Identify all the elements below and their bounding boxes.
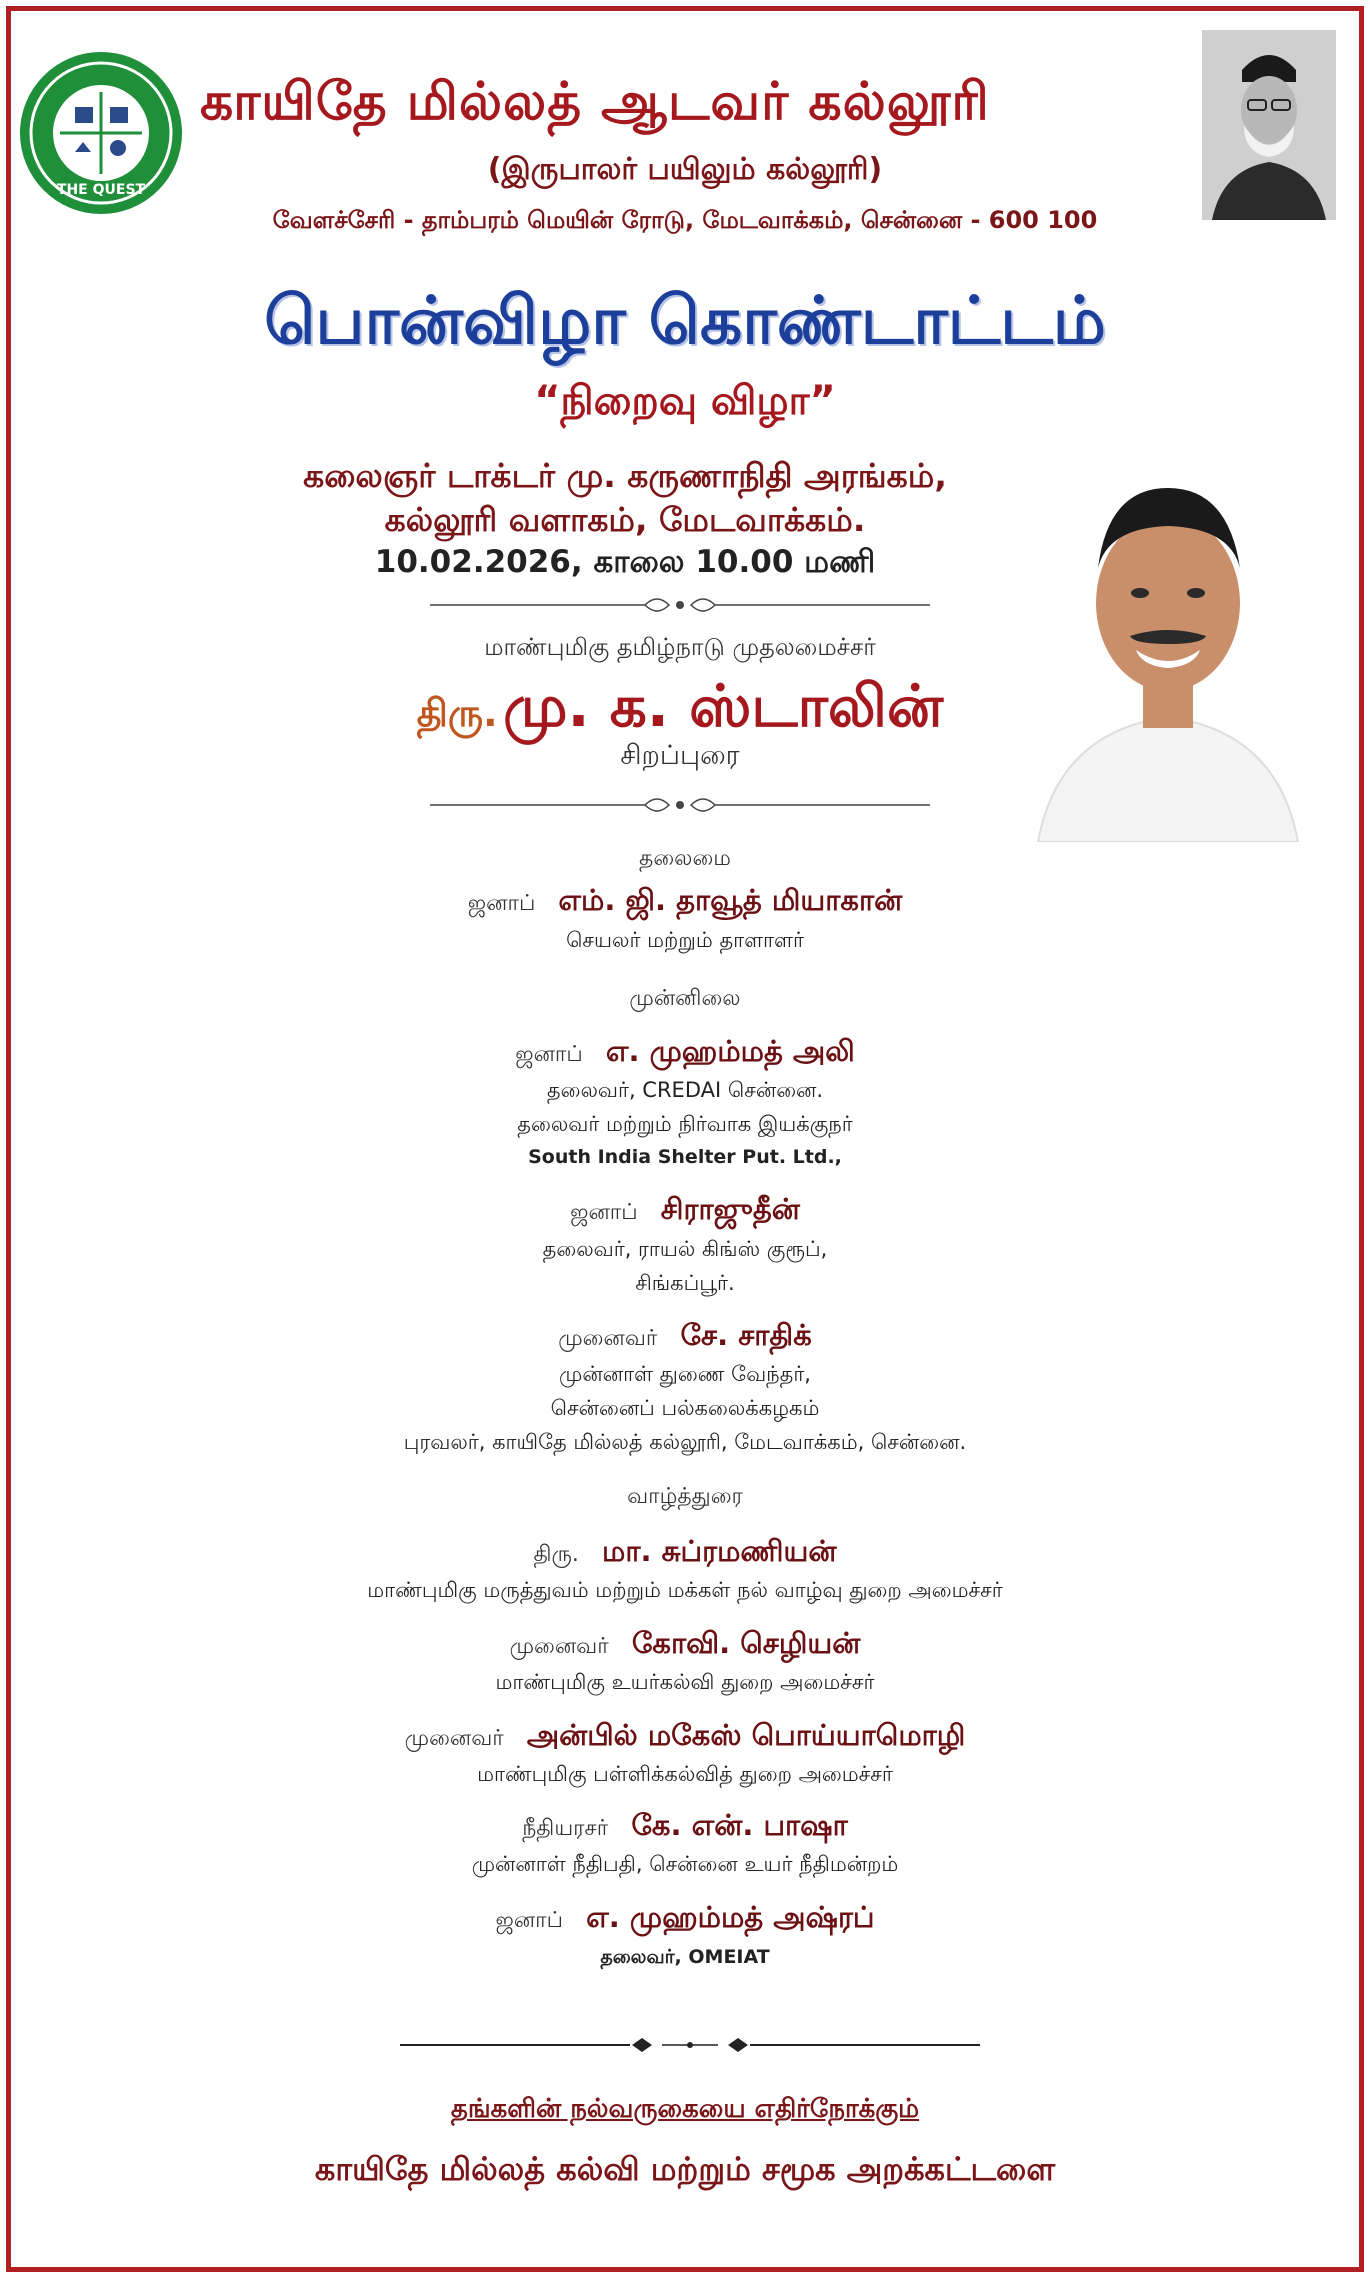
person-description: தலைவர், OMEIAT <box>600 1946 770 1968</box>
venue-campus: கல்லூரி வளாகம், மேடவாக்கம். <box>384 500 866 539</box>
presided-person <box>120 883 1250 921</box>
ornament-divider <box>420 790 940 820</box>
person-name: எ. முஹம்மத் அஷ்ரப் <box>586 1900 875 1934</box>
chief-guest-role: சிறப்புரை <box>620 740 740 771</box>
person-description: புரவலர், காயிதே மில்லத் கல்லூரி, மேடவாக்கம், சென்னை. <box>403 1430 967 1454</box>
person-honorific: ஜனாப் <box>515 1042 583 1067</box>
person-honorific: ஜனாப் <box>570 1200 638 1225</box>
ornament-divider <box>420 590 940 620</box>
felicitation-person <box>120 1626 1250 1664</box>
logo-text: THE QUEST <box>56 182 146 198</box>
person-description: முன்னாள் துணை வேந்தர், <box>559 1362 811 1386</box>
person-name: கோவி. செழியன் <box>631 1626 861 1660</box>
person-honorific: ஜனாப் <box>467 891 536 916</box>
chief-guest-name-row <box>160 672 1200 748</box>
event-subtitle: “நிறைவு விழா” <box>534 378 836 424</box>
ornament-divider <box>400 2030 980 2060</box>
person-name: எம். ஜி. தாவூத் மியாகான் <box>558 883 903 917</box>
person-name: கே. என். பாஷா <box>631 1808 848 1842</box>
person-description: தலைவர் மற்றும் நிர்வாக இயக்குநர் <box>517 1112 853 1136</box>
person-description: முன்னாள் நீதிபதி, சென்னை உயர் நீதிமன்றம் <box>471 1852 899 1876</box>
section-presided-label: தலைமை <box>639 846 731 871</box>
person-name: சிராஜுதீன் <box>660 1192 800 1226</box>
chief-guest-prefix: திரு. <box>416 691 498 735</box>
event-title: பொன்விழா கொண்டாட்டம் <box>264 282 1106 359</box>
college-type: (இருபாலர் பயிலும் கல்லூரி) <box>487 152 883 187</box>
section-presence-label: முன்னிலை <box>629 986 741 1011</box>
person-name: அன்பில் மகேஸ் பொய்யாமொழி <box>526 1718 966 1752</box>
founder-portrait <box>1202 30 1336 220</box>
person-description: மாண்புமிகு உயர்கல்வி துறை அமைச்சர் <box>495 1670 875 1694</box>
person-description: மாண்புமிகு மருத்துவம் மற்றும் மக்கள் நல் வாழ்வு துறை அமைச்சர் <box>367 1578 1003 1602</box>
welcome-note: தங்களின் நல்வருகையை எதிர்நோக்கும் <box>450 2094 920 2124</box>
person-honorific: முனைவர் <box>404 1726 504 1751</box>
chief-guest-designation: மாண்புமிகு தமிழ்நாடு முதலமைச்சர் <box>484 633 876 661</box>
person-description: தலைவர், CREDAI சென்னை. <box>546 1078 824 1102</box>
person-honorific: திரு. <box>533 1542 579 1567</box>
college-address: வேளச்சேரி - தாம்பரம் மெயின் ரோடு, மேடவாக்கம், சென்னை - 600 100 <box>272 206 1098 234</box>
person-name: எ. முஹம்மத் அலி <box>605 1034 855 1068</box>
person-honorific: முனைவர் <box>509 1634 609 1659</box>
venue-hall: கலைஞர் டாக்டர் மு. கருணாநிதி அரங்கம், <box>303 456 947 495</box>
college-name: காயிதே மில்லத் ஆடவர் கல்லூரி <box>200 72 990 132</box>
person-name: சே. சாதிக் <box>680 1318 812 1352</box>
section-felicitation-label: வாழ்த்துரை <box>627 1484 743 1509</box>
felicitation-person <box>120 1718 1250 1756</box>
person-description: தலைவர், ராயல் கிங்ஸ் குரூப், <box>542 1237 828 1261</box>
person-name: மா. சுப்ரமணியன் <box>601 1534 837 1568</box>
event-datetime: 10.02.2026, காலை 10.00 மணி <box>374 544 876 580</box>
presence-person <box>120 1034 1250 1072</box>
host-organization: காயிதே மில்லத் கல்வி மற்றும் சமூக அறக்கட்டளை <box>314 2150 1056 2188</box>
presence-person <box>120 1318 1250 1356</box>
person-description: மாண்புமிகு பள்ளிக்கல்வித் துறை அமைச்சர் <box>477 1762 893 1786</box>
person-description: South India Shelter Put. Ltd., <box>528 1146 842 1168</box>
person-honorific: நீதியரசர் <box>522 1816 609 1841</box>
person-honorific: முனைவர் <box>558 1326 658 1351</box>
felicitation-person <box>120 1808 1250 1846</box>
presence-person <box>120 1192 1250 1230</box>
person-description: செயலர் மற்றும் தாளாளர் <box>566 928 804 952</box>
felicitation-person <box>120 1534 1250 1572</box>
felicitation-person <box>120 1900 1250 1938</box>
chief-guest-name: மு. க. ஸ்டாலின் <box>503 672 944 740</box>
person-description: சிங்கப்பூர். <box>635 1271 735 1295</box>
person-description: சென்னைப் பல்கலைக்கழகம் <box>550 1396 820 1420</box>
person-honorific: ஜனாப் <box>495 1908 564 1933</box>
